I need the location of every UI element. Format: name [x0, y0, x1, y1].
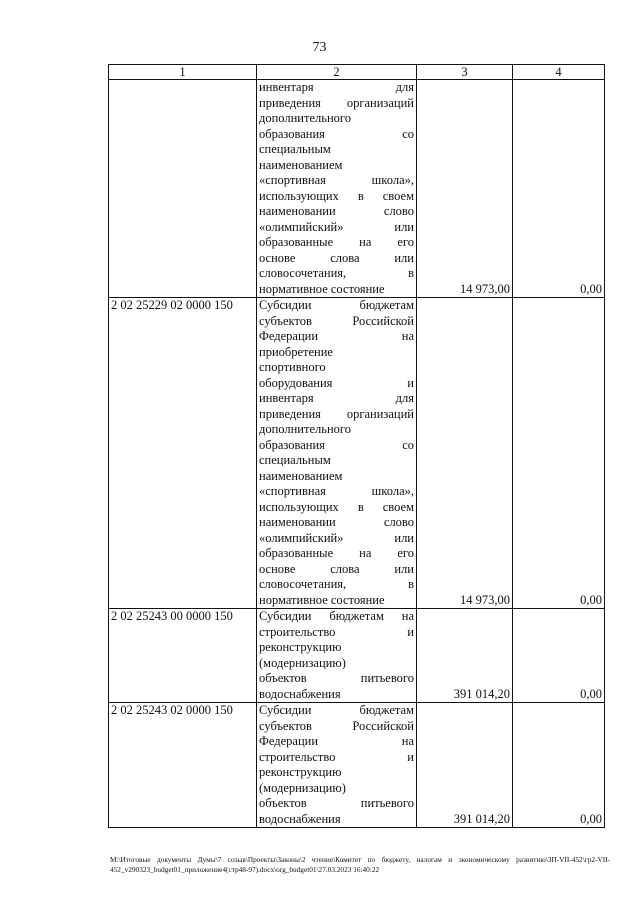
amount-col4: 0,00 — [513, 609, 605, 703]
table-row — [109, 298, 605, 609]
description-line: образования со — [259, 126, 414, 141]
description-line: «олимпийский» или — [259, 219, 414, 234]
amount-col3: 391 014,20 — [417, 609, 513, 703]
description-line: образования со — [259, 437, 414, 452]
description-line: словосочетания, в — [259, 577, 414, 591]
table-header-row — [109, 65, 605, 80]
description-line: Субсидии бюджетам — [259, 298, 414, 312]
description-line: Федерации на — [259, 329, 414, 343]
amount-col3: 391 014,20 — [417, 703, 513, 828]
description-line: инвентаря для — [259, 80, 414, 94]
description-line: субъектов Российской — [259, 718, 414, 733]
amount-col3: 14 973,00 — [417, 80, 513, 298]
column-header-2: 2 — [257, 65, 417, 80]
description-line: дополнительного — [259, 422, 351, 436]
description-line: нормативное состояние — [259, 592, 385, 607]
description-line: наименовании слово — [259, 204, 414, 218]
description-line: специальным — [259, 142, 331, 156]
description-line: водоснабжения — [259, 686, 341, 701]
table-row — [109, 703, 605, 828]
income-description — [257, 703, 417, 828]
amount-col4: 0,00 — [513, 80, 605, 298]
income-description — [257, 298, 417, 609]
footer-line-2: 452_v290323_budget01_приложение4(стр48-97).docx\org_budget01\27.03.2023 16:40:22 — [110, 865, 380, 874]
file-path-footer — [110, 855, 610, 875]
description-line: нормативное состояние — [259, 281, 385, 296]
description-line: реконструкцию — [259, 640, 342, 654]
description-line: использующих в своем — [259, 499, 414, 514]
description-line: использующих в своем — [259, 188, 414, 203]
amount-col4: 0,00 — [513, 703, 605, 828]
budget-code: 2 02 25229 02 0000 150 — [109, 298, 257, 609]
description-line: строительство и — [259, 749, 414, 764]
description-line: «спортивная школа», — [259, 173, 414, 187]
description-line: строительство и — [259, 624, 414, 639]
description-line: приведения организаций — [259, 406, 414, 421]
description-line: словосочетания, в — [259, 266, 414, 280]
description-line: основе слова или — [259, 250, 414, 265]
description-line: наименованием — [259, 468, 343, 483]
description-line: (модернизацию) — [259, 780, 346, 795]
description-line: образованные на его — [259, 546, 414, 560]
description-line: объектов питьевого — [259, 796, 414, 810]
amount-col4: 0,00 — [513, 298, 605, 609]
income-description — [257, 609, 417, 703]
description-line: приобретение — [259, 344, 333, 359]
description-line: основе слова или — [259, 561, 414, 576]
description-line: «олимпийский» или — [259, 530, 414, 545]
description-line: приведения организаций — [259, 95, 414, 110]
description-line: «спортивная школа», — [259, 484, 414, 498]
footer-line-1: M:\Итоговые документы Думы\7 созыв\Проекты\Законы\2 чтение\Комитет по бюджету, налогам и экономическому развитию\ЗП-VII-452\гр2-VII- — [110, 855, 610, 864]
budget-code: 2 02 25243 00 0000 150 — [109, 609, 257, 703]
description-line: реконструкцию — [259, 765, 342, 779]
column-header-3: 3 — [417, 65, 513, 80]
amount-col3: 14 973,00 — [417, 298, 513, 609]
budget-code — [109, 80, 257, 298]
description-line: Федерации на — [259, 734, 414, 748]
page-number: 73 — [312, 40, 327, 55]
budget-code: 2 02 25243 02 0000 150 — [109, 703, 257, 828]
description-line: специальным — [259, 453, 331, 467]
table-row — [109, 609, 605, 703]
income-description — [257, 80, 417, 298]
description-line: (модернизацию) — [259, 655, 346, 670]
description-line: инвентаря для — [259, 391, 414, 405]
column-header-1: 1 — [109, 65, 257, 80]
description-line: субъектов Российской — [259, 313, 414, 328]
description-line: объектов питьевого — [259, 671, 414, 685]
description-line: Субсидии бюджетам на — [259, 609, 414, 623]
description-line: оборудования и — [259, 375, 414, 390]
description-line: наименовании слово — [259, 515, 414, 529]
budget-table — [108, 64, 605, 828]
table-row — [109, 80, 605, 298]
description-line: образованные на его — [259, 235, 414, 249]
description-line: спортивного — [259, 360, 326, 374]
description-line: Субсидии бюджетам — [259, 703, 414, 717]
description-line: водоснабжения — [259, 811, 341, 826]
column-header-4: 4 — [513, 65, 605, 80]
description-line: дополнительного — [259, 111, 351, 125]
description-line: наименованием — [259, 157, 343, 172]
